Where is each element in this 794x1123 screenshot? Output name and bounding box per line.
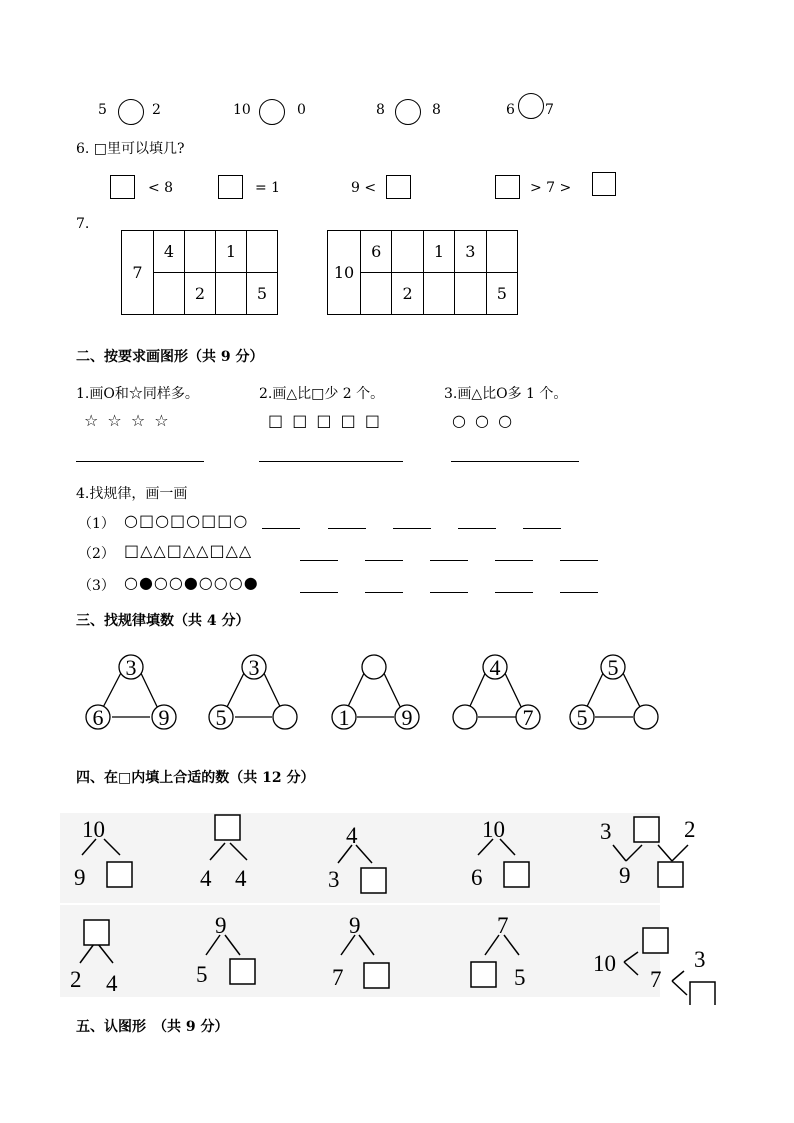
table-cell[interactable]: 3 — [455, 231, 486, 273]
answer-line[interactable] — [365, 592, 403, 593]
compare-right: 2 — [152, 102, 161, 118]
bond-number: 7 — [332, 965, 344, 990]
answer-box[interactable] — [230, 959, 255, 984]
draw-task: 2.画△比□少 2 个。 — [259, 386, 385, 402]
bond-number: 9 — [74, 865, 86, 890]
answer-box[interactable] — [634, 817, 659, 842]
bond-number: 10 — [82, 817, 105, 842]
answer-line[interactable] — [430, 560, 468, 561]
number-bond-diagrams — [60, 805, 740, 1005]
table-cell[interactable]: 1 — [423, 231, 454, 273]
bond-number: 3 — [328, 867, 340, 892]
answer-box[interactable] — [471, 962, 496, 987]
compare-left: 10 — [233, 102, 251, 118]
compare-right: 7 — [545, 102, 554, 118]
triangle-number: 9 — [158, 705, 170, 730]
section-3-title: 三、找规律填数（共 4 分） — [76, 613, 250, 629]
answer-box[interactable] — [110, 175, 135, 199]
triangle-number: 5 — [607, 655, 619, 680]
bond-number: 3 — [694, 947, 706, 972]
answer-line[interactable] — [300, 560, 338, 561]
q6-item: > 7 > — [530, 180, 572, 196]
answer-box[interactable] — [643, 928, 668, 953]
star-shapes: ☆ ☆ ☆ ☆ — [84, 411, 171, 430]
compare-left: 6 — [506, 102, 515, 118]
pattern-sequence: ○□○□○□□○ — [124, 511, 249, 530]
pattern-label: （2） — [78, 546, 115, 562]
bond-number: 5 — [196, 962, 208, 987]
bond-number: 7 — [497, 913, 509, 938]
triangle-number: 1 — [338, 705, 350, 730]
table-cell[interactable] — [486, 231, 517, 273]
table-cell[interactable]: 5 — [486, 273, 517, 315]
triangle-number: 6 — [92, 705, 104, 730]
answer-line[interactable] — [495, 592, 533, 593]
bond-number: 10 — [593, 951, 616, 976]
table-cell[interactable]: 2 — [185, 273, 216, 315]
answer-line[interactable] — [259, 461, 403, 462]
bond-number: 2 — [684, 817, 696, 842]
pattern-title: 4.找规律，画一画 — [76, 486, 188, 502]
table-cell[interactable] — [247, 231, 278, 273]
table-cell[interactable]: 4 — [154, 231, 185, 273]
answer-box[interactable] — [386, 175, 411, 199]
section-2-title: 二、按要求画图形（共 9 分） — [76, 349, 264, 365]
answer-line[interactable] — [300, 592, 338, 593]
triangle-node — [453, 705, 477, 729]
triangle-number: 7 — [522, 705, 534, 730]
section-4-title: 四、在□内填上合适的数（共 12 分） — [76, 770, 315, 786]
answer-line[interactable] — [495, 560, 533, 561]
triangle-node — [273, 705, 297, 729]
answer-line[interactable] — [76, 461, 204, 462]
bond-number: 9 — [215, 913, 227, 938]
table-cell[interactable] — [423, 273, 454, 315]
answer-line[interactable] — [458, 528, 496, 529]
compare-left: 8 — [376, 102, 385, 118]
answer-box[interactable] — [84, 920, 109, 945]
number-table-2 — [327, 230, 518, 315]
compare-circle[interactable] — [518, 93, 544, 119]
bond-number: 4 — [346, 823, 358, 848]
compare-right: 8 — [432, 102, 441, 118]
table-cell[interactable] — [392, 231, 423, 273]
answer-box[interactable] — [658, 862, 683, 887]
bond-number: 5 — [514, 965, 526, 990]
triangle-number: 5 — [576, 705, 588, 730]
compare-circle[interactable] — [118, 99, 144, 125]
answer-box[interactable] — [364, 963, 389, 988]
answer-line[interactable] — [393, 528, 431, 529]
section-5-title: 五、认图形 （共 9 分） — [76, 1019, 229, 1035]
table-cell[interactable] — [361, 273, 392, 315]
answer-box[interactable] — [218, 175, 243, 199]
triangle-number: 3 — [248, 655, 260, 680]
answer-box[interactable] — [690, 982, 715, 1005]
q6-title: 6. □里可以填几? — [76, 141, 185, 157]
draw-task: 3.画△比O多 1 个。 — [444, 386, 568, 402]
table-head-cell: 10 — [328, 231, 361, 315]
answer-line[interactable] — [262, 528, 300, 529]
answer-line[interactable] — [560, 560, 598, 561]
q7-label: 7. — [76, 216, 90, 232]
bond-number: 4 — [106, 971, 118, 996]
answer-line[interactable] — [451, 461, 579, 462]
square-shapes: □ □ □ □ □ — [268, 411, 382, 430]
pattern-label: （3） — [78, 578, 115, 594]
table-cell[interactable]: 1 — [216, 231, 247, 273]
answer-box[interactable] — [361, 868, 386, 893]
q6-item: 9 < — [351, 180, 377, 196]
answer-box[interactable] — [504, 862, 529, 887]
triangle-node — [634, 705, 658, 729]
triangle-node — [362, 655, 386, 679]
answer-line[interactable] — [328, 528, 366, 529]
number-table-1 — [121, 230, 278, 315]
answer-line[interactable] — [430, 592, 468, 593]
table-cell[interactable] — [455, 273, 486, 315]
table-cell[interactable] — [154, 273, 185, 315]
number-triangles — [70, 645, 690, 740]
compare-right: 0 — [297, 102, 306, 118]
bond-number: 2 — [70, 967, 82, 992]
bond-number: 3 — [600, 819, 612, 844]
answer-box[interactable] — [495, 175, 520, 199]
bond-number: 10 — [482, 817, 505, 842]
table-cell[interactable]: 2 — [392, 273, 423, 315]
table-cell[interactable] — [216, 273, 247, 315]
q6-item: < 8 — [148, 180, 174, 196]
table-head-cell: 7 — [122, 231, 154, 315]
circle-shapes: ○ ○ ○ — [452, 411, 515, 430]
answer-box[interactable] — [215, 815, 240, 840]
bond-number: 9 — [349, 913, 361, 938]
q6-item: = 1 — [255, 180, 281, 196]
bond-number: 9 — [619, 863, 631, 888]
bond-number: 4 — [235, 866, 247, 891]
compare-left: 5 — [98, 102, 107, 118]
answer-box[interactable] — [592, 172, 616, 196]
draw-task: 1.画O和☆同样多。 — [76, 386, 199, 402]
answer-line[interactable] — [365, 560, 403, 561]
answer-line[interactable] — [523, 528, 561, 529]
pattern-sequence: ○●○○●○○○● — [124, 573, 259, 592]
bond-number: 6 — [471, 865, 483, 890]
triangle-number: 3 — [125, 655, 137, 680]
table-cell[interactable] — [185, 231, 216, 273]
pattern-label: （1） — [78, 516, 115, 532]
triangle-number: 5 — [215, 705, 227, 730]
triangle-number: 4 — [489, 655, 501, 680]
compare-circle[interactable] — [395, 99, 421, 125]
bond-number: 4 — [200, 866, 212, 891]
bond-number: 7 — [650, 967, 662, 992]
triangle-number: 9 — [401, 705, 413, 730]
pattern-sequence: □△△□△△□△△ — [124, 541, 253, 560]
table-cell[interactable]: 5 — [247, 273, 278, 315]
compare-circle[interactable] — [259, 99, 285, 125]
answer-box[interactable] — [107, 862, 132, 887]
table-cell[interactable]: 6 — [361, 231, 392, 273]
answer-line[interactable] — [560, 592, 598, 593]
